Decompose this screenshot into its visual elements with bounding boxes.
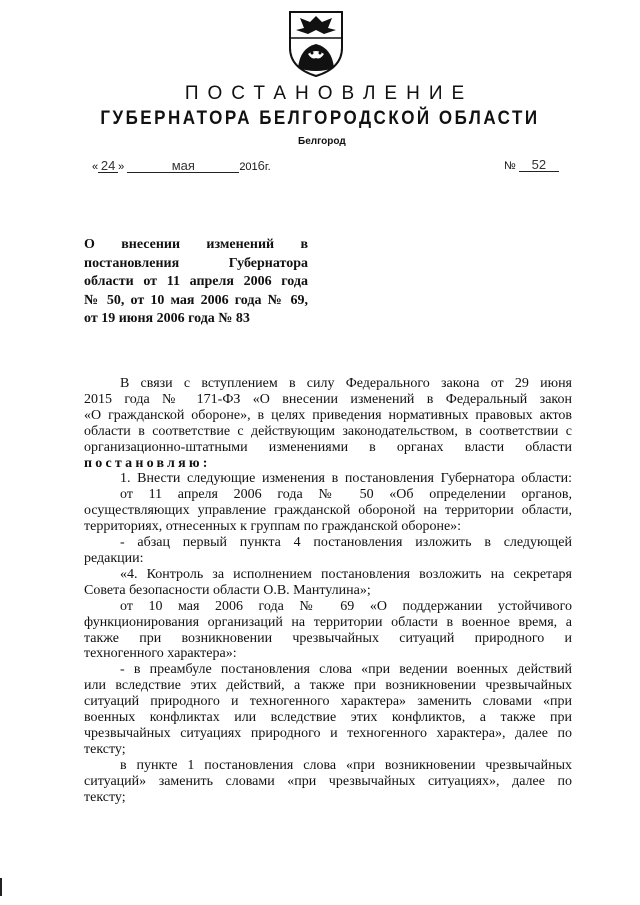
- body-line: тексту;: [84, 741, 126, 757]
- body-line: территориях, отнесенных к группам по гражданской обороне»:: [84, 519, 462, 535]
- document-body: [84, 376, 572, 805]
- document-number-value: 52: [519, 158, 559, 172]
- body-line: функционирования организаций на территории области в военное время, а: [84, 614, 572, 630]
- body-line: - абзац первый пункта 4 постановления изложить в следующей: [120, 535, 572, 551]
- document-date: « 24 » мая 2016г.: [92, 158, 271, 173]
- body-line: военных конфликтах или вследствие этих конфликтов, а также при: [84, 710, 572, 726]
- body-line: 1. Внести следующие изменения в постановления Губернатора области:: [120, 471, 572, 487]
- subject-line: № 50, от 10 мая 2006 года № 69,: [84, 292, 308, 308]
- body-line: редакции:: [84, 550, 144, 566]
- page-edge-mark: [0, 878, 2, 896]
- body-line: чрезвычайных ситуациях природного и техногенного характера», далее по: [84, 725, 572, 741]
- body-line: в пункте 1 постановления слова «при возникновении чрезвычайных: [120, 757, 572, 773]
- body-line: также при возникновении чрезвычайных ситуаций природного и: [84, 630, 572, 646]
- body-line: тексту;: [84, 789, 126, 805]
- resolution-word: постановляю:: [84, 455, 211, 471]
- body-line: или вследствие этих действий, а также при возникновении чрезвычайных: [84, 678, 572, 694]
- body-line: от 11 апреля 2006 года № 50 «Об определении органов,: [120, 487, 572, 503]
- body-line: «О гражданской обороне», в целях приведения нормативных правовых актов: [84, 407, 572, 423]
- body-line: - в преамбуле постановления слова «при ведении военных действий: [120, 662, 572, 678]
- document-subject: [84, 236, 308, 329]
- issuer-title: ГУБЕРНАТОРА БЕЛГОРОДСКОЙ ОБЛАСТИ: [100, 106, 540, 129]
- date-month: мая: [127, 159, 239, 173]
- subject-line: О внесении изменений в: [84, 237, 308, 252]
- subject-line: области от 11 апреля 2006 года: [84, 274, 308, 289]
- body-line: В связи с вступлением в силу Федерального закона от 29 июня: [120, 376, 572, 391]
- body-line: организационно-штатными изменениями в органах власти области: [84, 439, 572, 455]
- body-line: 2015 года № 171-ФЗ «О внесении изменений в Федеральный закон: [84, 391, 572, 407]
- city-name: Белгород: [298, 136, 346, 147]
- body-line: ситуаций» заменить словами «при чрезвычайных ситуациях», далее по: [84, 773, 572, 789]
- body-line: ситуаций природного и техногенного характера» заменить словами «при: [84, 694, 572, 710]
- body-line: Совета безопасности области О.В. Мантулина»;: [84, 582, 371, 598]
- subject-line: постановления Губернатора: [84, 255, 308, 271]
- date-day: 24: [98, 159, 118, 173]
- document-title: ПОСТАНОВЛЕНИЕ: [184, 83, 474, 104]
- date-year-digit: 6: [257, 158, 265, 173]
- body-line: осуществляющих управление гражданской обороной на территории области,: [84, 503, 572, 519]
- document-number: № 52: [504, 158, 559, 172]
- body-line: техногенного характера»:: [84, 646, 237, 662]
- subject-line: от 19 июня 2006 года № 83: [84, 311, 250, 326]
- body-line: области в соответствие с действующим законодательством, в соответствии с: [84, 423, 572, 439]
- body-line: «4. Контроль за исполнением постановления возложить на секретаря: [120, 566, 572, 582]
- coat-of-arms-icon: [286, 8, 346, 78]
- body-line: от 10 мая 2006 года № 69 «О поддержании устойчивого: [120, 598, 572, 614]
